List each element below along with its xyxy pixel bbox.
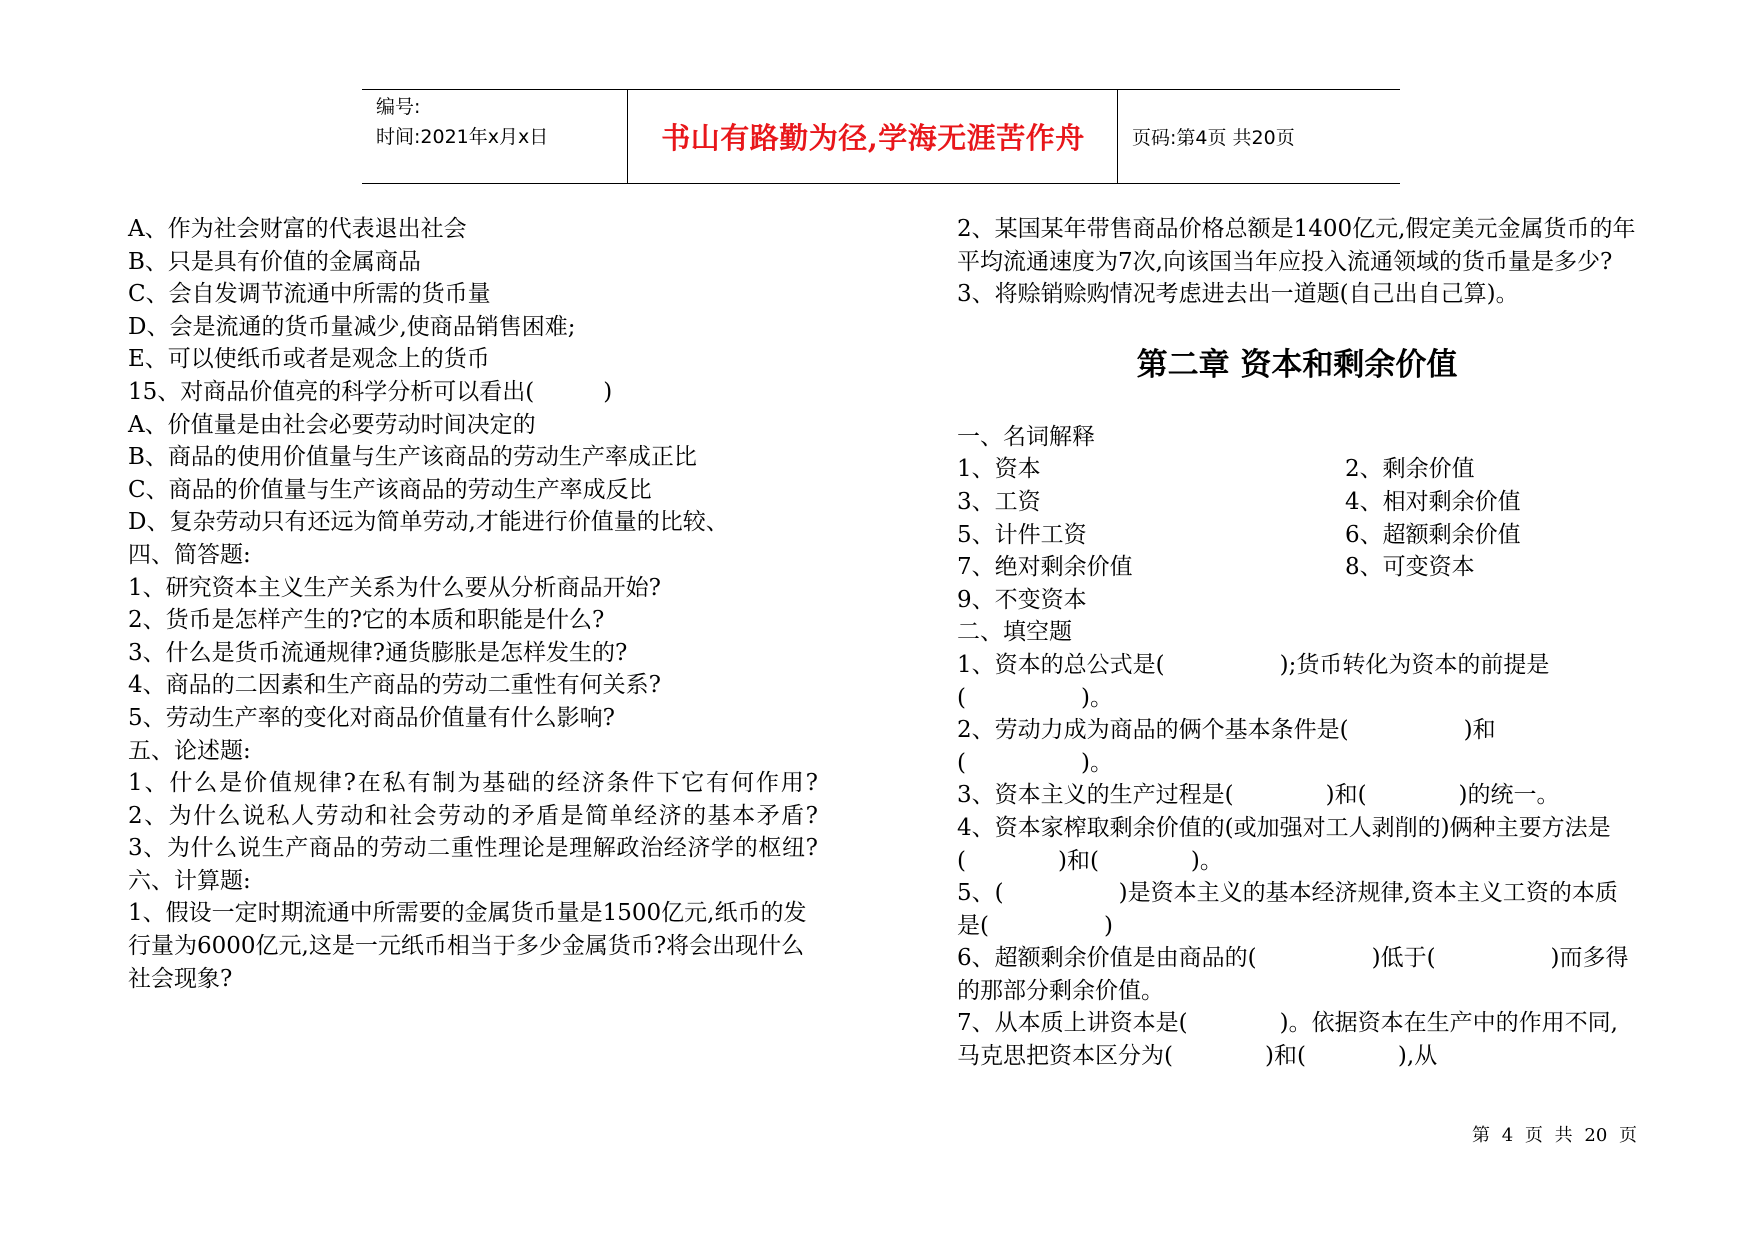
right-column bbox=[957, 213, 1637, 1073]
option-b: B、只是具有价值的金属商品 bbox=[128, 248, 421, 275]
list-item: 6、超额剩余价值 bbox=[1345, 521, 1521, 548]
section-heading: 二、填空题 bbox=[957, 619, 1072, 646]
option-c: C、会自发调节流通中所需的货币量 bbox=[128, 281, 491, 308]
calculation-question: 3、将赊销赊购情况考虑进去出一道题(自己出自己算)。 bbox=[957, 281, 1519, 308]
fill-in-question: 5、( )是资本主义的基本经济规律,资本主义工资的本质是( ) bbox=[957, 880, 1618, 939]
section-heading: 四、简答题: bbox=[128, 541, 251, 568]
essay-question: 1、什么是价值规律?在私有制为基础的经济条件下它有何作用? bbox=[128, 770, 818, 797]
number-label: 编号: bbox=[376, 96, 421, 118]
option-c: C、商品的价值量与生产该商品的劳动生产率成反比 bbox=[128, 476, 652, 503]
fill-in-question: 3、资本主义的生产过程是( )和( )的统一。 bbox=[957, 782, 1560, 809]
motto: 书山有路勤为径,学海无涯苦作舟 bbox=[661, 121, 1085, 155]
section-heading: 五、论述题: bbox=[128, 737, 251, 764]
essay-question: 3、为什么说生产商品的劳动二重性理论是理解政治经济学的枢纽? bbox=[128, 835, 818, 862]
chapter-title: 第二章 资本和剩余价值 bbox=[1136, 346, 1458, 383]
header-divider bbox=[1117, 90, 1118, 183]
page-header bbox=[362, 89, 1400, 184]
option-a: A、作为社会财富的代表退出社会 bbox=[128, 216, 467, 242]
option-d: D、会是流通的货币量减少,使商品销售困难; bbox=[128, 313, 576, 340]
short-answer-question: 4、商品的二因素和生产商品的劳动二重性有何关系? bbox=[128, 672, 661, 699]
short-answer-question: 5、劳动生产率的变化对商品价值量有什么影响? bbox=[128, 704, 615, 731]
page-footer: 第 4 页 共 20 页 bbox=[1472, 1125, 1637, 1146]
header-divider bbox=[627, 90, 628, 183]
section-heading: 一、名词解释 bbox=[957, 423, 1095, 450]
fill-in-question: 1、资本的总公式是( );货币转化为资本的前提是( )。 bbox=[957, 651, 1550, 711]
list-item: 3、工资 bbox=[957, 488, 1041, 515]
page-info: 页码:第4页 共20页 bbox=[1132, 127, 1295, 149]
terms-list bbox=[957, 453, 1637, 616]
option-e: E、可以使纸币或者是观念上的货币 bbox=[128, 346, 490, 373]
section-heading: 六、计算题: bbox=[128, 867, 251, 894]
list-item: 5、计件工资 bbox=[957, 521, 1087, 548]
list-item: 2、剩余价值 bbox=[1345, 456, 1475, 483]
list-item: 8、可变资本 bbox=[1345, 554, 1475, 581]
fill-in-question: 7、从本质上讲资本是( )。依据资本在生产中的作用不同,马克思把资本区分为( )和( ),从 bbox=[957, 1010, 1618, 1070]
fill-in-question: 4、资本家榨取剩余价值的(或加强对工人剥削的)俩种主要方法是( )和( )。 bbox=[957, 814, 1611, 874]
left-column bbox=[128, 213, 818, 995]
header-meta bbox=[376, 92, 621, 152]
list-item: 4、相对剩余价值 bbox=[1345, 488, 1521, 515]
calculation-question: 1、假设一定时期流通中所需要的金属货币量是1500亿元,纸币的发行量为6000亿元,这是一元纸币相当于多少金属货币?将会出现什么社会现象? bbox=[128, 900, 807, 992]
fill-in-question: 6、超额剩余价值是由商品的( )低于( )而多得的那部分剩余价值。 bbox=[957, 945, 1629, 1004]
list-item: 1、资本 bbox=[957, 456, 1041, 483]
list-item: 7、绝对剩余价值 bbox=[957, 554, 1133, 581]
question-15: 15、对商品价值亮的科学分析可以看出( ) bbox=[128, 378, 613, 405]
calculation-question: 2、某国某年带售商品价格总额是1400亿元,假定美元金属货币的年平均流通速度为7次,向该国当年应投入流通领域的货币量是多少? bbox=[957, 216, 1636, 275]
short-answer-question: 2、货币是怎样产生的?它的本质和职能是什么? bbox=[128, 607, 605, 634]
list-item: 9、不变资本 bbox=[957, 586, 1087, 613]
option-a: A、价值量是由社会必要劳动时间决定的 bbox=[128, 411, 536, 438]
date-label: 时间:2021年x月x日 bbox=[376, 126, 549, 148]
option-d: D、复杂劳动只有还远为简单劳动,才能进行价值量的比较、 bbox=[128, 509, 729, 536]
fill-in-question: 2、劳动力成为商品的俩个基本条件是( )和( )。 bbox=[957, 717, 1496, 776]
short-answer-question: 1、研究资本主义生产关系为什么要从分析商品开始? bbox=[128, 574, 661, 601]
essay-question: 2、为什么说私人劳动和社会劳动的矛盾是简单经济的基本矛盾? bbox=[128, 802, 818, 829]
option-b: B、商品的使用价值量与生产该商品的劳动生产率成正比 bbox=[128, 444, 697, 471]
short-answer-question: 3、什么是货币流通规律?通货膨胀是怎样发生的? bbox=[128, 639, 628, 666]
